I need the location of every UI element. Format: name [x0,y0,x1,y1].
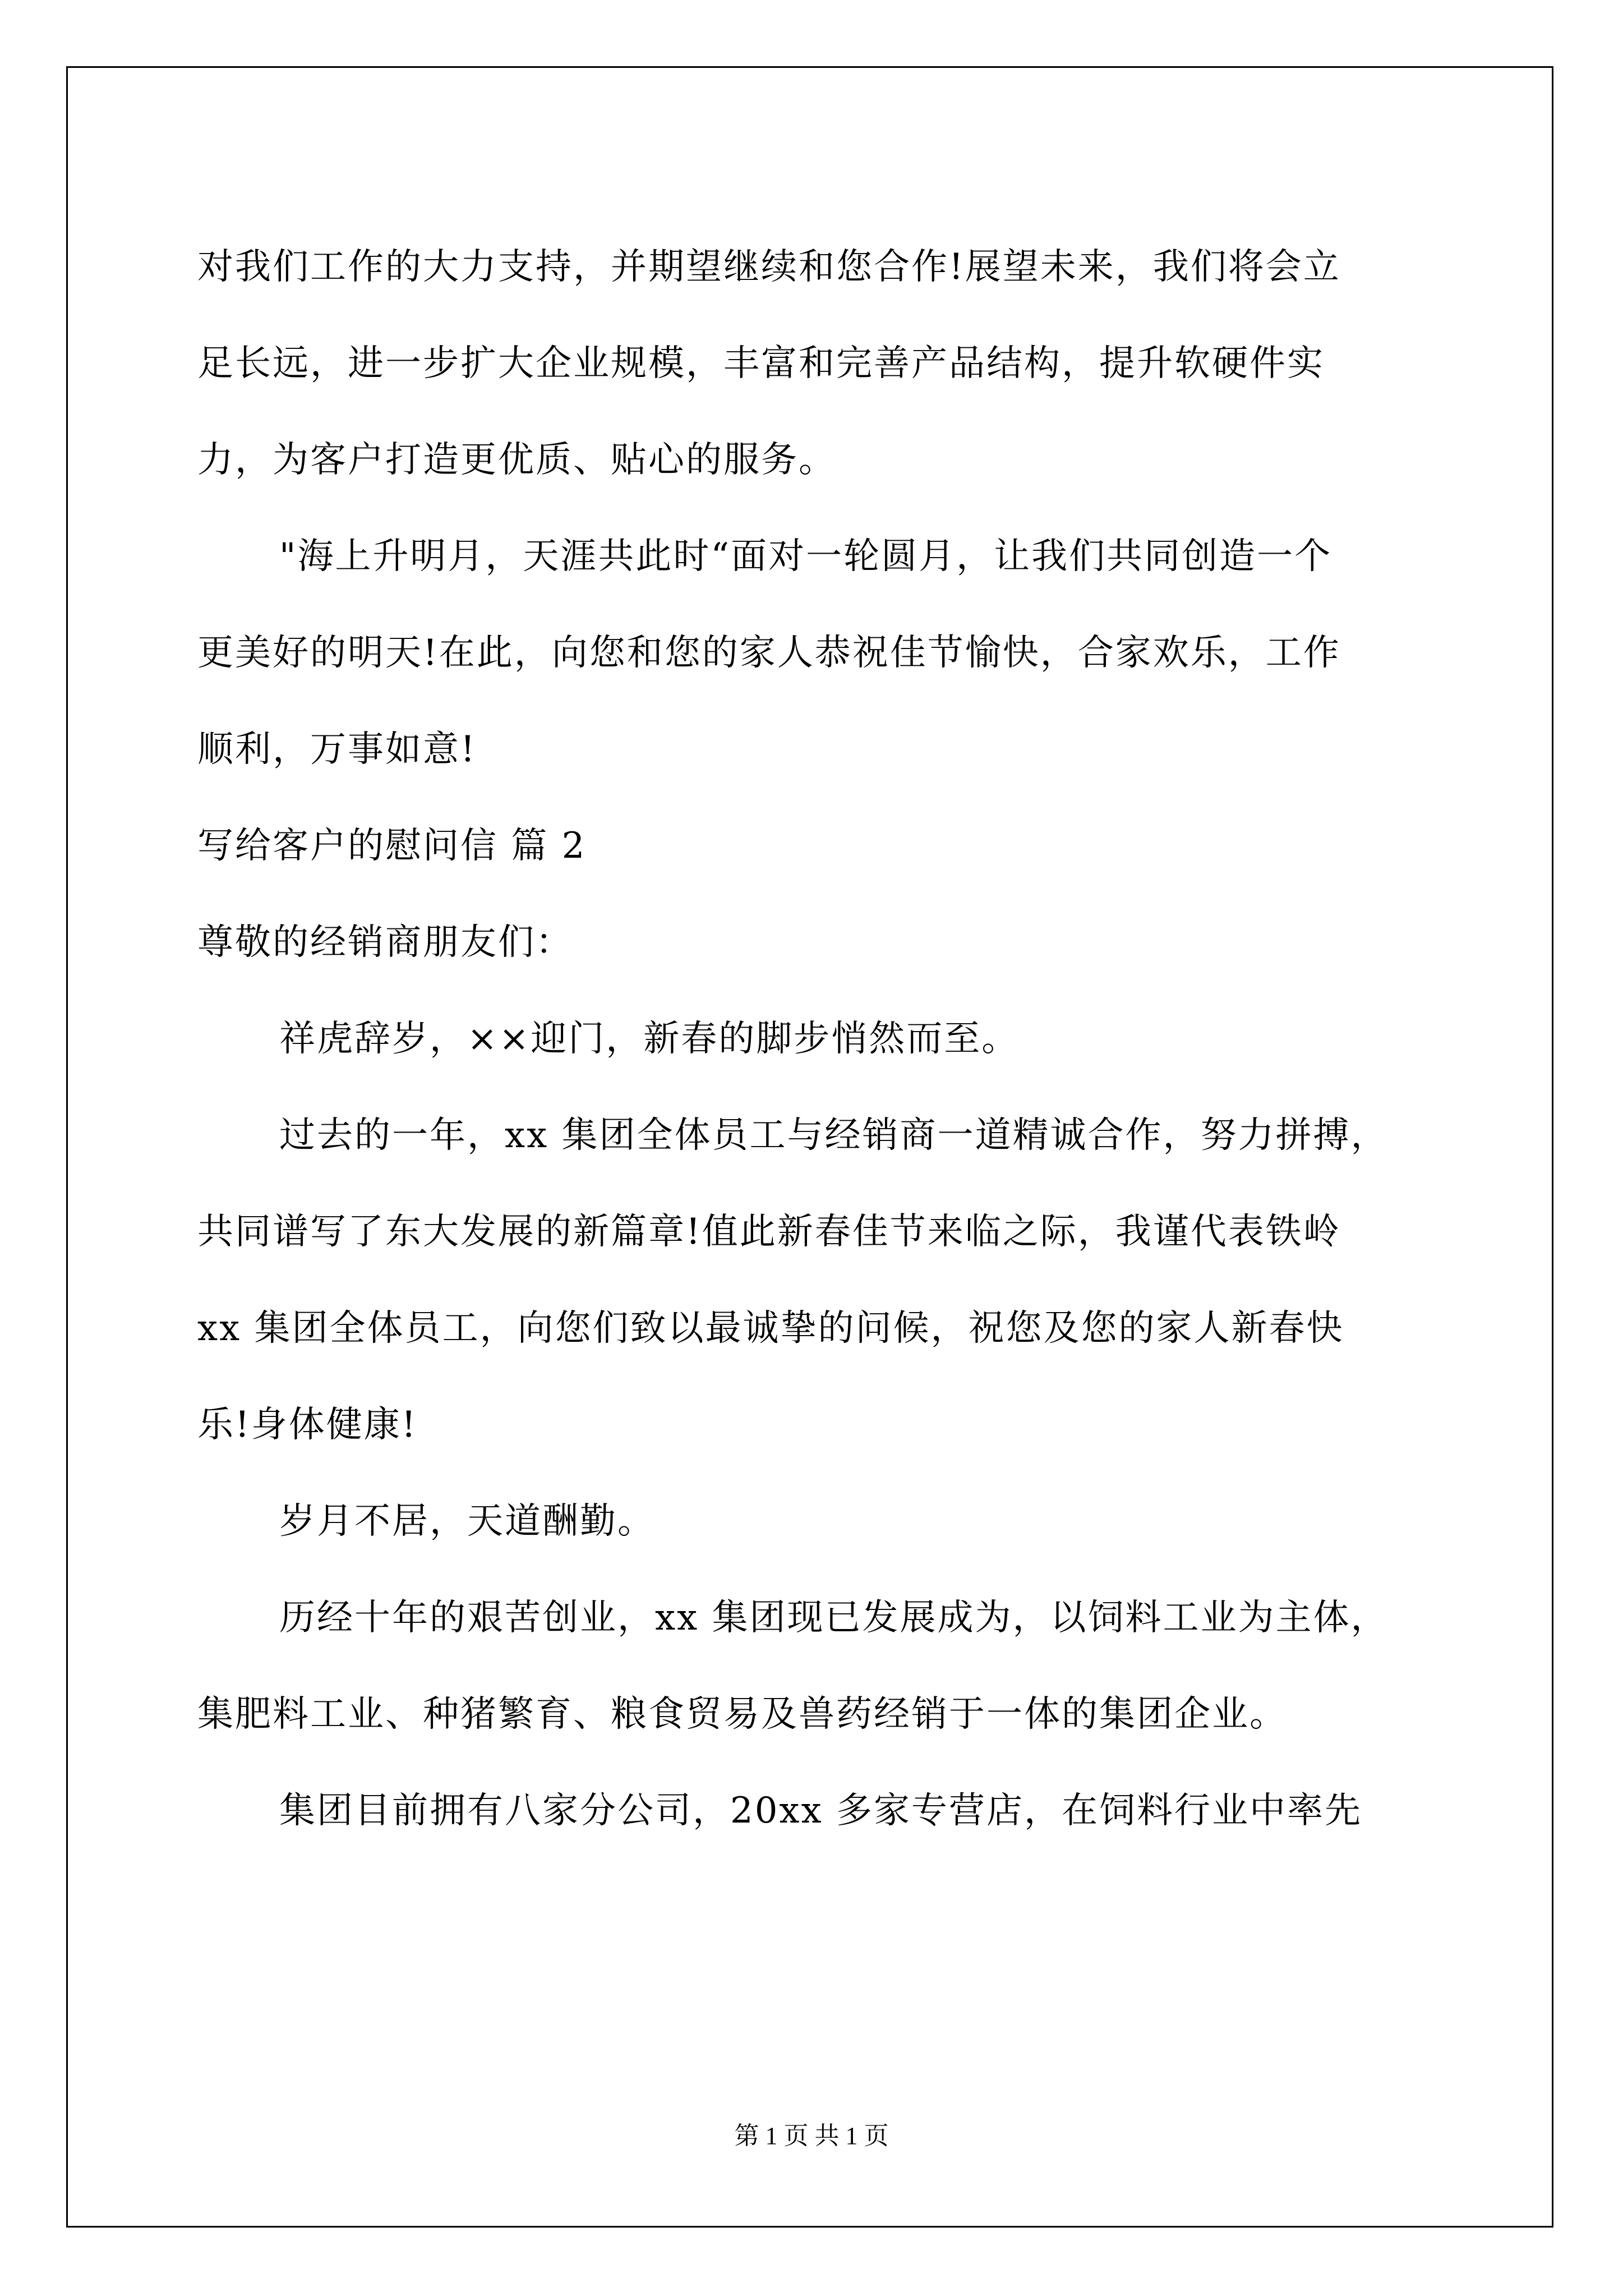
text-line: 顺利，万事如意! [197,729,477,770]
text-line: 力，为客户打造更优质、贴心的服务。 [197,439,836,481]
text-line: 共同谱写了东大发展的新篇章!值此新春佳节来临之际，我谨代表铁岭 [197,1211,1341,1253]
text-line: 集肥料工业、种猪繁育、粮食贸易及兽药经销于一体的集团企业。 [197,1694,1287,1735]
salutation: 尊敬的经销商朋友们： [197,922,573,963]
text-line: 乐!身体健康! [197,1404,418,1446]
text-line: 足长远，进一步扩大企业规模，丰富和完善产品结构，提升软硬件实 [197,343,1325,384]
text-line: xx 集团全体员工，向您们致以最诚挚的问候，祝您及您的家人新春快 [197,1308,1344,1349]
paragraph-start: 过去的一年，xx 集团全体员工与经销商一道精诚合作，努力拼搏， [279,1115,1389,1156]
paragraph-start: 祥虎辞岁，××迎门，新春的脚步悄然而至。 [279,1018,1020,1060]
paragraph-start: 岁月不居，天道酬勤。 [279,1501,655,1542]
section-heading: 写给客户的慰问信 篇 2 [197,825,587,867]
text-line: 对我们工作的大力支持，并期望继续和您合作!展望未来，我们将会立 [197,246,1341,288]
text-line: 更美好的明天!在此，向您和您的家人恭祝佳节愉快，合家欢乐，工作 [197,632,1341,674]
paragraph-start: 历经十年的艰苦创业，xx 集团现已发展成为，以饲料工业为主体， [279,1597,1389,1639]
page-number-footer: 第 1 页 共 1 页 [734,2122,889,2150]
document-body [197,219,1431,1859]
paragraph-start: 集团目前拥有八家分公司，20xx 多家专营店，在饲料行业中率先 [279,1790,1362,1832]
paragraph-start: "海上升明月，天涯共此时“面对一轮圆月，让我们共同创造一个 [279,536,1332,577]
